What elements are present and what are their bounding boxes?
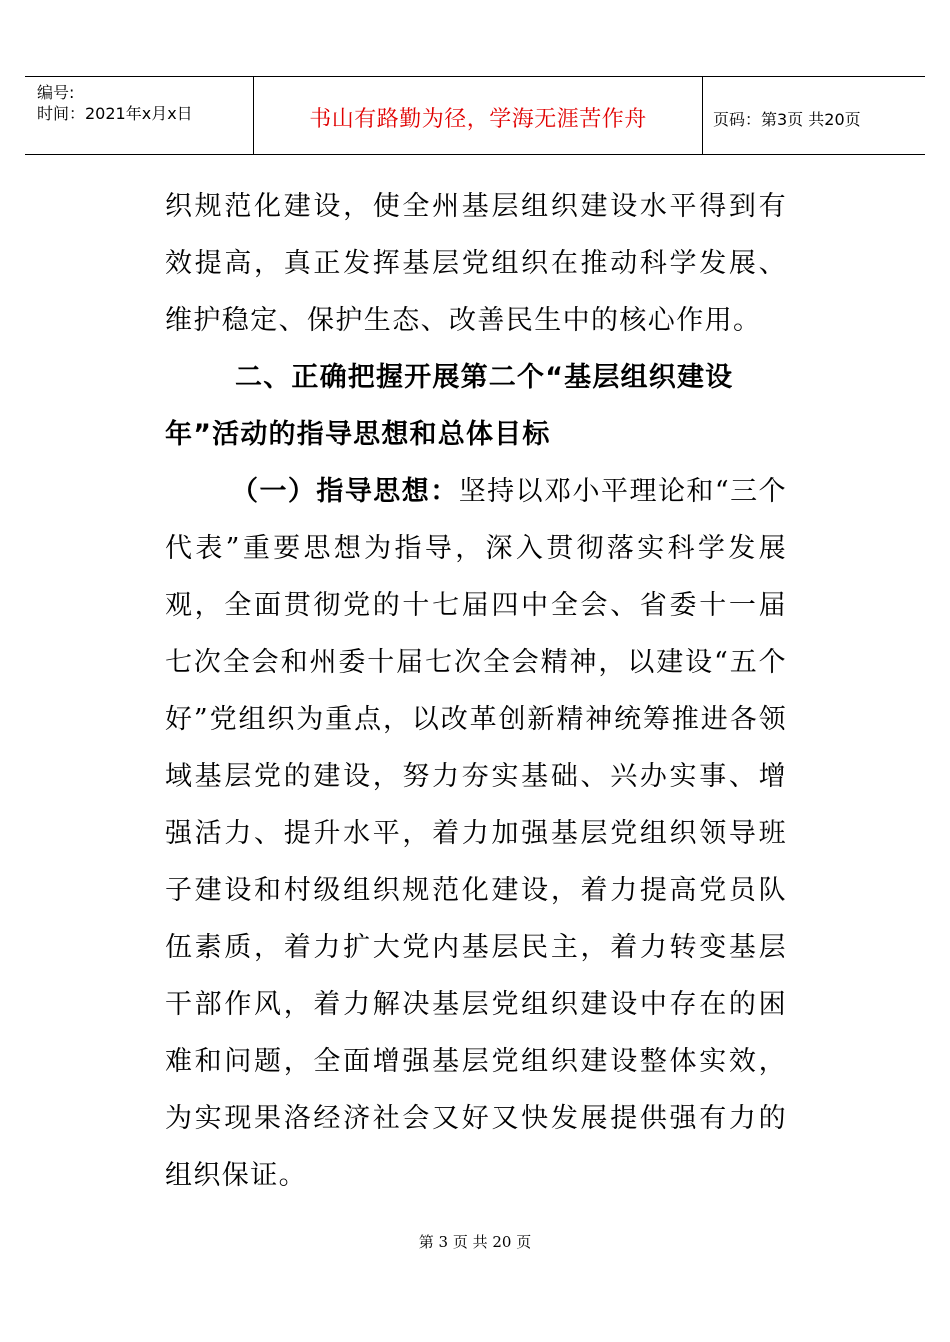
header-motto-cell bbox=[254, 77, 703, 154]
header-page-info: 页码：第3页 共20页 bbox=[713, 110, 861, 129]
body-paragraph: 织规范化建设，使全州基层组织建设水平得到有效提高，真正发挥基层党组织在推动科学发展、维护稳定、保护生态、改善民生中的核心作用。 bbox=[165, 191, 787, 336]
subsection-label: （一）指导思想： bbox=[231, 476, 459, 507]
header-page-cell bbox=[703, 77, 925, 154]
document-body bbox=[165, 178, 787, 1204]
subsection-paragraph bbox=[165, 463, 787, 1204]
document-number-label: 编号: bbox=[37, 83, 75, 102]
page-footer: 第 3 页 共 20 页 bbox=[418, 1233, 532, 1251]
document-header bbox=[25, 76, 925, 155]
document-time-label: 时间：2021年x月x日 bbox=[37, 104, 193, 123]
header-meta-cell bbox=[25, 77, 254, 154]
subsection-text: 坚持以邓小平理论和“三个代表”重要思想为指导，深入贯彻落实科学发展观，全面贯彻党的十七届四中全会、省委十一届七次全会和州委十届七次全会精神，以建设“五个好”党组织为重点，以改革创新精神统筹推进各领域基层党的建设，努力夯实基础、兴办实事、增强活力、提升水平，着力加强基层党组织领导班子建设和村级组织规范化建设，着力提高党员队伍素质，着力扩大党内基层民主，着力转变基层干部作风，着力解决基层党组织建设中存在的困难和问题，全面增强基层党组织建设整体实效，为实现果洛经济社会又好又快发展提供强有力的组织保证。 bbox=[165, 476, 787, 1191]
header-motto: 书山有路勤为径，学海无涯苦作舟 bbox=[309, 107, 647, 132]
section-heading: 二、正确把握开展第二个“基层组织建设年”活动的指导思想和总体目标 bbox=[165, 362, 734, 450]
